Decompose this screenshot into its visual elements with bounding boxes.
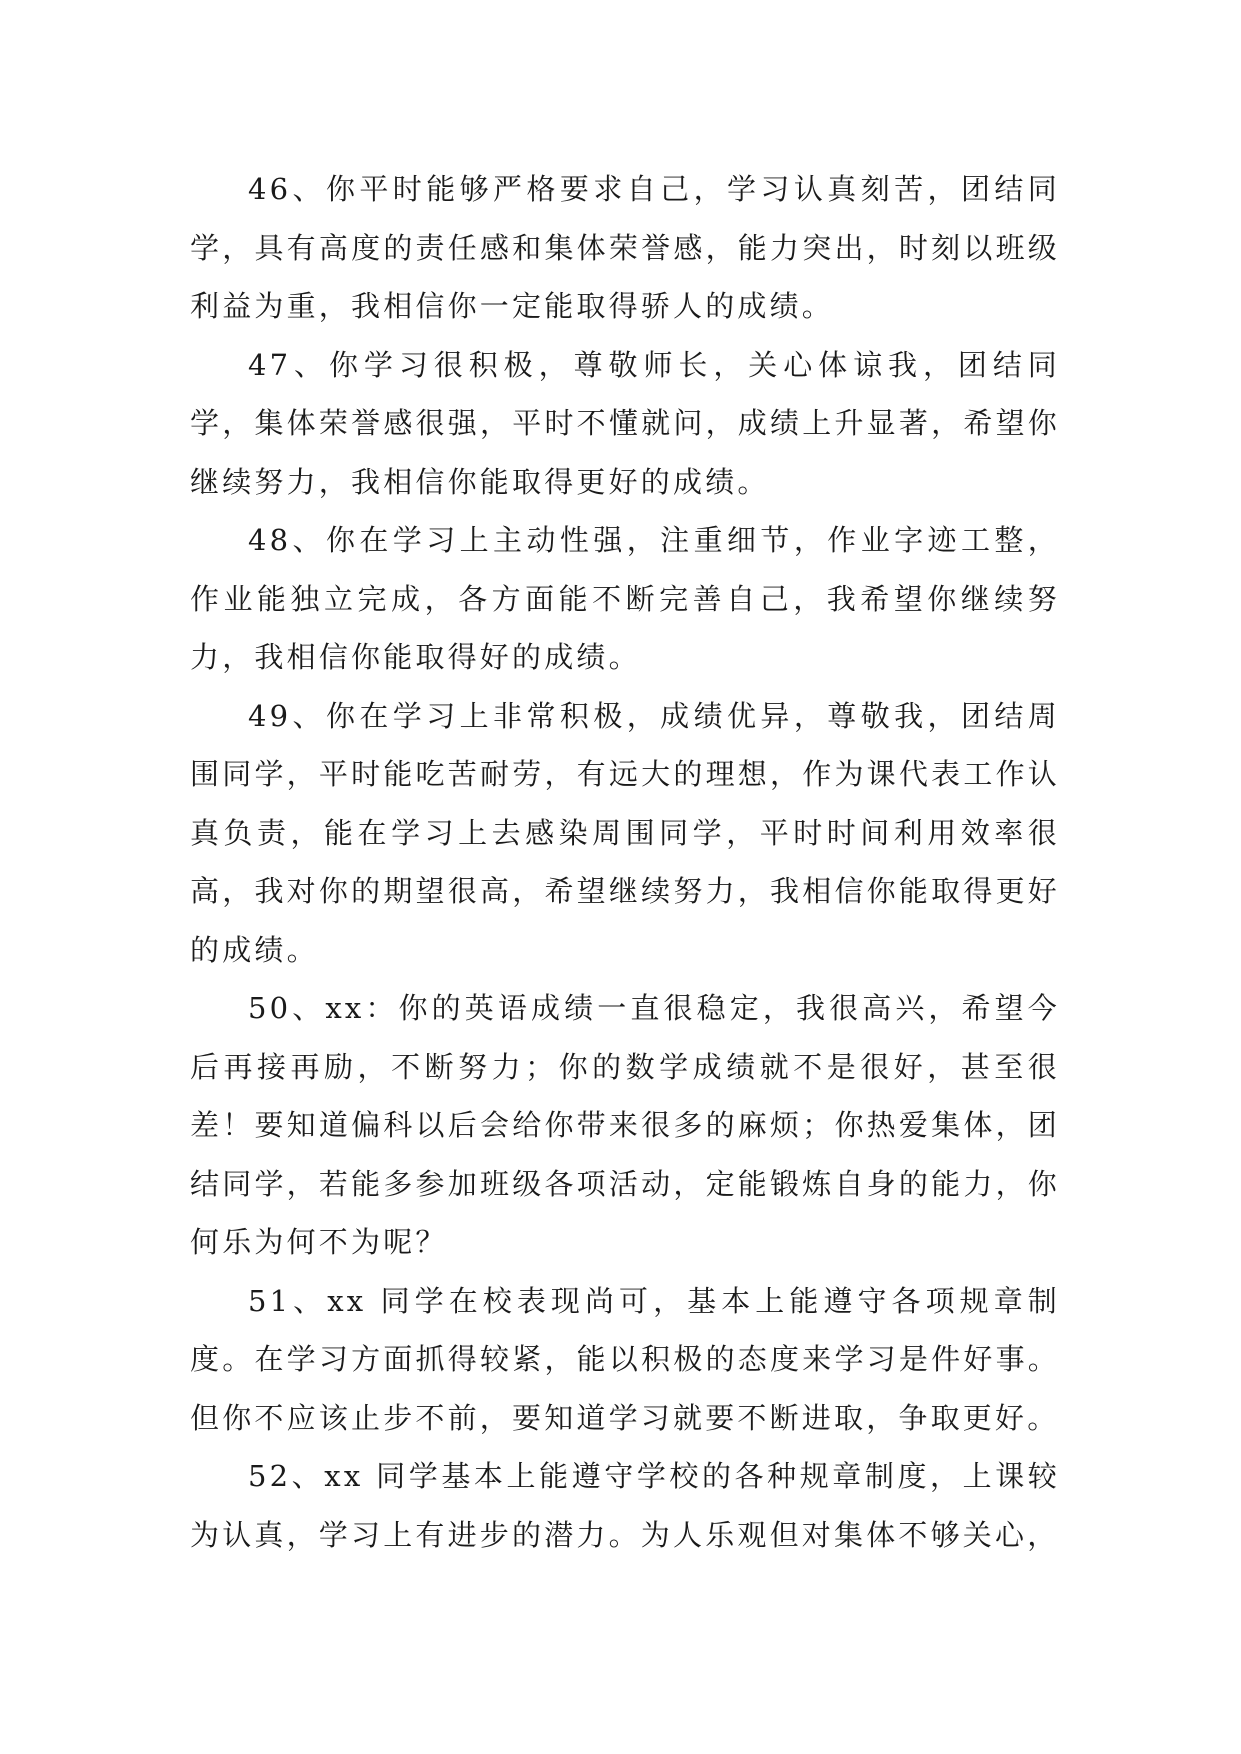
document-body [190, 160, 1060, 1564]
comment-paragraph-48: 48、你在学习上主动性强，注重细节，作业字迹工整，作业能独立完成，各方面能不断完善自己，我希望你继续努力，我相信你能取得好的成绩。 [190, 523, 1060, 674]
comment-paragraph-47: 47、你学习很积极，尊敬师长，关心体谅我，团结同学，集体荣誉感很强，平时不懂就问，成绩上升显著，希望你继续努力，我相信你能取得更好的成绩。 [190, 347, 1060, 499]
comment-paragraph-50: 50、xx：你的英语成绩一直很稳定，我很高兴，希望今后再接再励，不断努力；你的数学成绩就不是很好，甚至很差！要知道偏科以后会给你带来很多的麻烦；你热爱集体，团结同学，若能多参加班级各项活动，定能锻炼自身的能力，你何乐为何不为呢？ [190, 991, 1060, 1259]
comment-paragraph-49: 49、你在学习上非常积极，成绩优异，尊敬我，团结周围同学，平时能吃苦耐劳，有远大的理想，作为课代表工作认真负责，能在学习上去感染周围同学，平时时间利用效率很高，我对你的期望很高，希望继续努力，我相信你能取得更好的成绩。 [190, 698, 1060, 967]
comment-paragraph-51: 51、xx 同学在校表现尚可，基本上能遵守各项规章制度。在学习方面抓得较紧，能以积极的态度来学习是件好事。但你不应该止步不前，要知道学习就要不断进取，争取更好。 [190, 1283, 1060, 1435]
comment-paragraph-52: 52、xx 同学基本上能遵守学校的各种规章制度，上课较为认真，学习上有进步的潜力。为人乐观但对集体不够关心， [190, 1459, 1060, 1552]
comment-paragraph-46: 46、你平时能够严格要求自己，学习认真刻苦，团结同学，具有高度的责任感和集体荣誉感，能力突出，时刻以班级利益为重，我相信你一定能取得骄人的成绩。 [190, 172, 1060, 323]
